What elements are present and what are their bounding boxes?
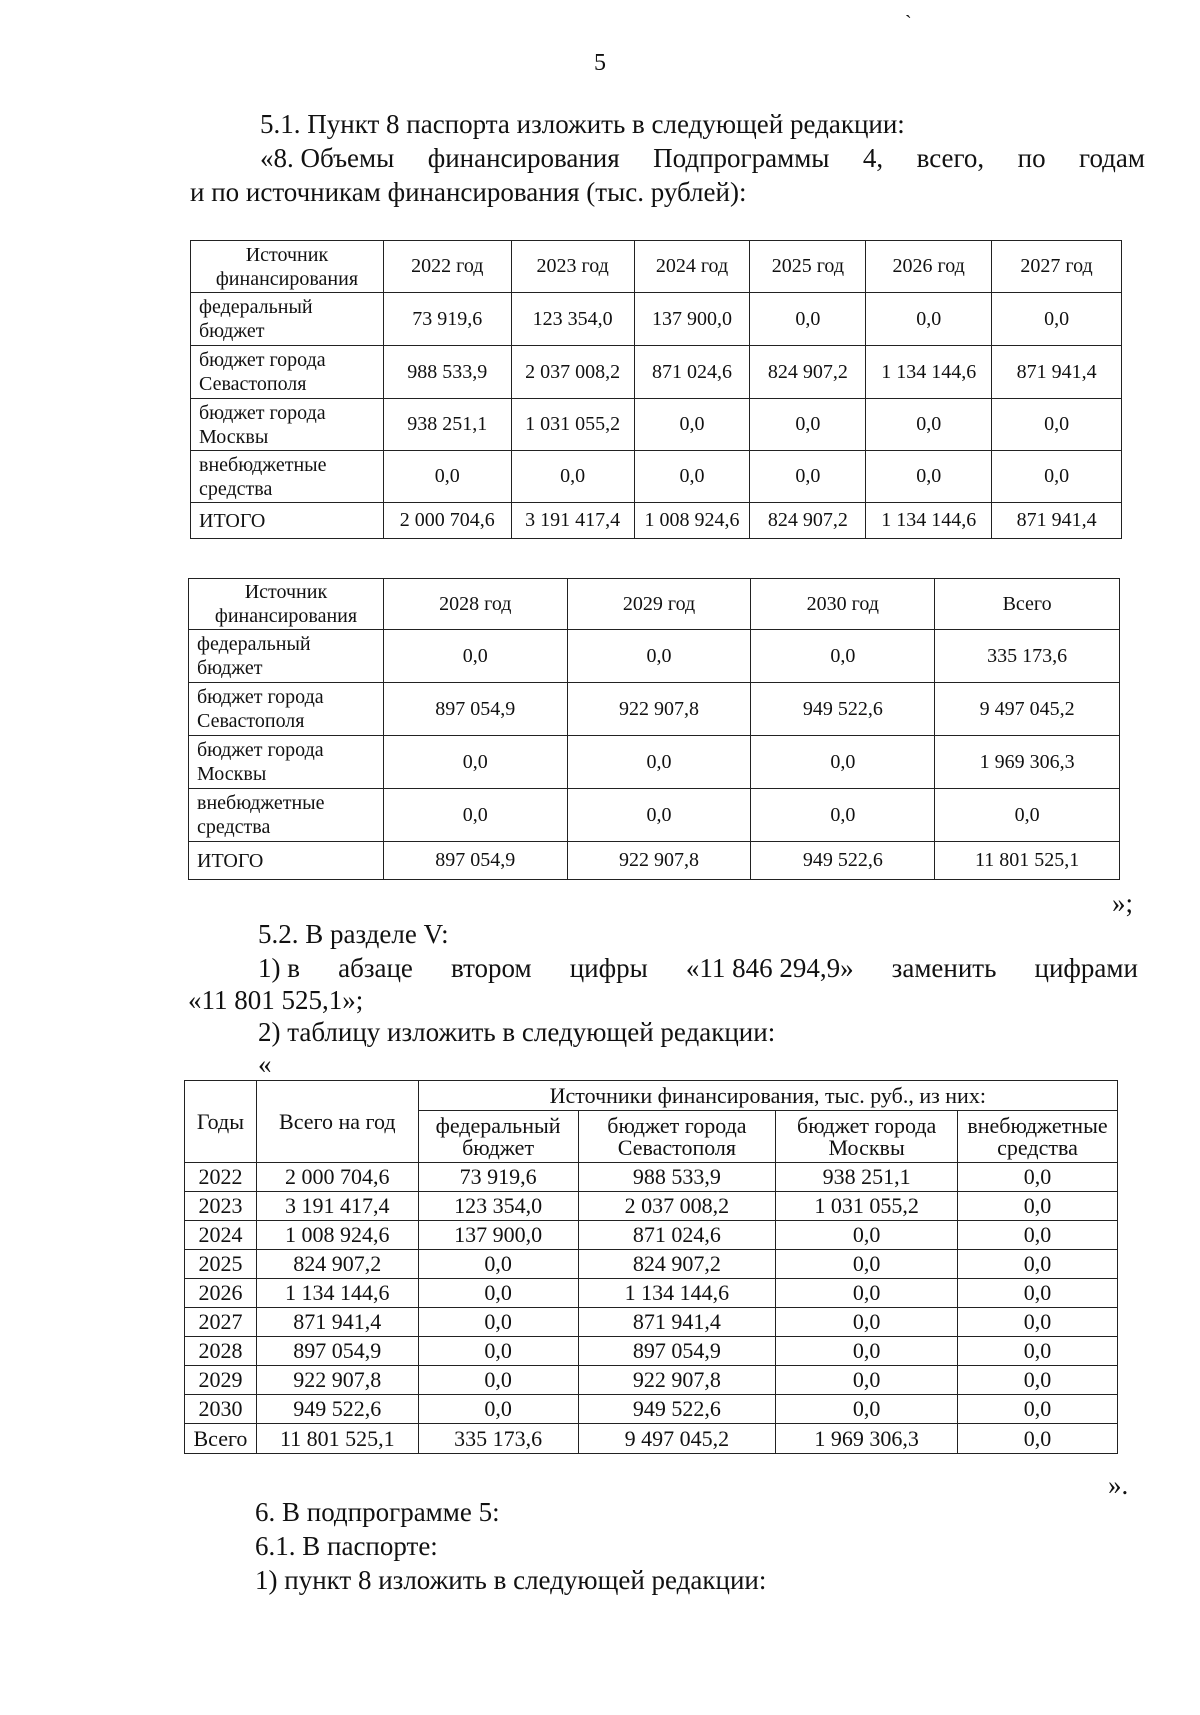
table-cell: 871 941,4: [256, 1308, 418, 1337]
table-cell: 0,0: [958, 1337, 1118, 1366]
header-source: [189, 579, 384, 630]
table-cell: 2029: [185, 1366, 257, 1395]
table-cell: 949 522,6: [751, 842, 935, 880]
table-cell: 0,0: [958, 1395, 1118, 1424]
table-cell: 1 008 924,6: [634, 503, 750, 539]
paragraph-8: [260, 142, 1145, 175]
table-cell: 0,0: [751, 789, 935, 842]
paragraph-5-2-1-word: «11 846 294,9»: [685, 953, 854, 983]
table-cell: 9 497 045,2: [578, 1424, 776, 1454]
header-line: Москвы: [828, 1134, 905, 1160]
table-cell: 988 533,9: [578, 1163, 776, 1192]
row-label-line: Москвы: [199, 425, 269, 448]
table-cell: 1 969 306,3: [776, 1424, 958, 1454]
table-row: [185, 1192, 1118, 1221]
header-year: 2029 год: [567, 579, 751, 630]
paragraph-8-word: Подпрограммы: [653, 143, 830, 173]
row-label-line: бюджет: [197, 657, 263, 679]
table-row-total: [191, 503, 1122, 539]
table-cell: 2028: [185, 1337, 257, 1366]
header-federal: [418, 1111, 578, 1163]
table-row: [189, 736, 1120, 789]
table-cell: 2026: [185, 1279, 257, 1308]
table-cell: 0,0: [776, 1366, 958, 1395]
table-cell: 0,0: [567, 789, 751, 842]
row-label-line: внебюджетные: [199, 453, 327, 476]
header-source-line: Источник: [245, 243, 329, 266]
table-cell: 0,0: [418, 1250, 578, 1279]
closing-quote: »;: [1112, 888, 1134, 918]
header-year: 2025 год: [750, 241, 866, 293]
table-cell: 2024: [185, 1221, 257, 1250]
row-label-line: бюджет города: [197, 739, 324, 761]
table-cell: 938 251,1: [383, 399, 511, 451]
table-cell: 1 134 144,6: [866, 346, 992, 399]
table-cell: 988 533,9: [383, 346, 511, 399]
table-cell: 949 522,6: [751, 683, 935, 736]
paragraph-8-word: годам: [1079, 143, 1145, 173]
table-cell: 0,0: [992, 293, 1122, 346]
header-year: 2022 год: [383, 241, 511, 293]
row-label: ИТОГО: [189, 842, 384, 880]
table-cell: 0,0: [751, 630, 935, 683]
paragraph-8-word: «8. Объемы: [260, 143, 395, 173]
header-line: бюджет города: [607, 1112, 747, 1138]
table-cell: 0,0: [383, 451, 511, 503]
table-cell: 0,0: [567, 630, 751, 683]
table-cell: 871 024,6: [578, 1221, 776, 1250]
table-row: [189, 789, 1120, 842]
table-cell: 1 134 144,6: [256, 1279, 418, 1308]
table-cell: 3 191 417,4: [511, 503, 634, 539]
table-row-total: [185, 1424, 1118, 1454]
corner-mark: ˋ: [905, 12, 912, 34]
table-cell: 0,0: [750, 293, 866, 346]
paragraph-6: 6. В подпрограмме 5:: [255, 1497, 500, 1527]
table-cell: 922 907,8: [578, 1366, 776, 1395]
paragraph-8-word: всего,: [916, 143, 985, 173]
table-cell: 871 941,4: [578, 1308, 776, 1337]
table-cell: 922 907,8: [567, 842, 751, 880]
paragraph-6-1: 6.1. В паспорте:: [255, 1531, 438, 1561]
header-moscow: [776, 1111, 958, 1163]
header-total-per-year: Всего на год: [256, 1081, 418, 1163]
header-source: [191, 241, 384, 293]
row-label-line: Севастополя: [197, 710, 305, 732]
row-label: [189, 789, 384, 842]
table-cell: 2022: [185, 1163, 257, 1192]
table-cell: 0,0: [418, 1279, 578, 1308]
header-source-line: Источник: [244, 581, 328, 603]
paragraph-8-word: по: [1017, 143, 1046, 173]
table-cell: 0,0: [992, 451, 1122, 503]
header-line: Севастополя: [617, 1134, 737, 1160]
table-cell: 0,0: [751, 736, 935, 789]
table-cell: 0,0: [418, 1395, 578, 1424]
paragraph-5-2-1-word: цифры: [569, 953, 648, 983]
row-label: [189, 683, 384, 736]
paragraph-5-2-1-word: абзаце: [338, 953, 413, 983]
header-extrabudgetary: [958, 1111, 1118, 1163]
table-cell: 0,0: [776, 1250, 958, 1279]
paragraph-5-2-1-word: цифрами: [1034, 953, 1138, 983]
paragraph-8-word: 4,: [862, 143, 884, 173]
paragraph-5-2-1: [258, 952, 1138, 985]
financing-table-2022-2027: [190, 240, 1122, 539]
table-cell: 2027: [185, 1308, 257, 1337]
table-cell: 1 969 306,3: [935, 736, 1120, 789]
row-label-line: средства: [197, 816, 271, 838]
table-cell: 0,0: [866, 399, 992, 451]
table-cell: 0,0: [750, 399, 866, 451]
table-cell: 73 919,6: [418, 1163, 578, 1192]
table-cell: 123 354,0: [511, 293, 634, 346]
table-row: [185, 1250, 1118, 1279]
table-row: [191, 399, 1122, 451]
header-sevastopol: [578, 1111, 776, 1163]
table-cell: 949 522,6: [256, 1395, 418, 1424]
row-label: ИТОГО: [191, 503, 384, 539]
table-cell: 0,0: [750, 451, 866, 503]
table-cell: 0,0: [511, 451, 634, 503]
table-cell: 1 008 924,6: [256, 1221, 418, 1250]
table-cell: 0,0: [383, 736, 567, 789]
table-cell: 922 907,8: [567, 683, 751, 736]
table-cell: 0,0: [383, 789, 567, 842]
row-label: [191, 399, 384, 451]
header-line: бюджет города: [797, 1112, 937, 1138]
paragraph-8-word: финансирования: [427, 143, 620, 173]
row-label-line: внебюджетные: [197, 792, 325, 814]
table-cell: Всего: [185, 1424, 257, 1454]
table-cell: 949 522,6: [578, 1395, 776, 1424]
header-year: 2023 год: [511, 241, 634, 293]
table-cell: 9 497 045,2: [935, 683, 1120, 736]
paragraph-5-2-1-word: втором: [451, 953, 532, 983]
table-cell: 335 173,6: [418, 1424, 578, 1454]
table-cell: 2 037 008,2: [511, 346, 634, 399]
table-row: [185, 1221, 1118, 1250]
paragraph-6-1-1: 1) пункт 8 изложить в следующей редакции:: [255, 1565, 767, 1595]
table-cell: 11 801 525,1: [256, 1424, 418, 1454]
page-number: 5: [594, 50, 606, 76]
header-line: бюджет: [462, 1134, 535, 1160]
header-source-line: финансирования: [215, 267, 359, 290]
table-cell: 824 907,2: [750, 346, 866, 399]
row-label-line: федеральный: [197, 633, 311, 655]
header-years: Годы: [185, 1081, 257, 1163]
row-label-line: бюджет города: [197, 686, 324, 708]
table-row: [191, 293, 1122, 346]
paragraph-5-2-2: 2) таблицу изложить в следующей редакции:: [258, 1017, 776, 1047]
table-cell: 0,0: [567, 736, 751, 789]
paragraph-5-2-1-word: 1) в: [258, 953, 300, 983]
table-cell: 871 024,6: [634, 346, 750, 399]
table-row: [191, 346, 1122, 399]
table-cell: 2 000 704,6: [383, 503, 511, 539]
table-cell: 0,0: [958, 1279, 1118, 1308]
row-label-line: федеральный: [199, 296, 313, 318]
table-row: [185, 1308, 1118, 1337]
table-cell: 137 900,0: [418, 1221, 578, 1250]
table-row: [189, 630, 1120, 683]
table-cell: 2 037 008,2: [578, 1192, 776, 1221]
table-cell: 0,0: [383, 630, 567, 683]
row-label-line: бюджет города: [199, 349, 326, 371]
row-label: [191, 346, 384, 399]
table-row: [185, 1366, 1118, 1395]
paragraph-5-2-1-word: заменить: [891, 953, 997, 983]
table-row: [185, 1337, 1118, 1366]
table-cell: 824 907,2: [256, 1250, 418, 1279]
paragraph-5-1: 5.1. Пункт 8 паспорта изложить в следующей редакции:: [260, 109, 905, 139]
closing-quote: ».: [1108, 1470, 1129, 1500]
table-row-total: [189, 842, 1120, 880]
table-cell: 0,0: [776, 1308, 958, 1337]
table-cell: 11 801 525,1: [935, 842, 1120, 880]
row-label-line: бюджет города: [199, 401, 326, 424]
table-cell: 922 907,8: [256, 1366, 418, 1395]
header-line: федеральный: [435, 1112, 561, 1138]
table-cell: 1 134 144,6: [866, 503, 992, 539]
header-year: 2030 год: [751, 579, 935, 630]
table-cell: 897 054,9: [256, 1337, 418, 1366]
table-cell: 123 354,0: [418, 1192, 578, 1221]
table-cell: 871 941,4: [992, 346, 1122, 399]
header-year: 2028 год: [383, 579, 567, 630]
row-label: [191, 451, 384, 503]
table-cell: 871 941,4: [992, 503, 1122, 539]
table-cell: 0,0: [958, 1308, 1118, 1337]
row-label-line: средства: [199, 477, 273, 500]
table-cell: 938 251,1: [776, 1163, 958, 1192]
table-cell: 0,0: [418, 1308, 578, 1337]
table-cell: 73 919,6: [383, 293, 511, 346]
table-cell: 2 000 704,6: [256, 1163, 418, 1192]
table-row: [185, 1163, 1118, 1192]
table-cell: 3 191 417,4: [256, 1192, 418, 1221]
paragraph-5-2: 5.2. В разделе V:: [258, 919, 449, 949]
table-cell: 0,0: [776, 1279, 958, 1308]
table-cell: 824 907,2: [750, 503, 866, 539]
paragraph-8-continuation: и по источникам финансирования (тыс. рублей):: [190, 177, 747, 207]
header-total: Всего: [935, 579, 1120, 630]
opening-quote: «: [258, 1049, 272, 1079]
table-cell: 1 134 144,6: [578, 1279, 776, 1308]
table-cell: 0,0: [958, 1192, 1118, 1221]
table-cell: 0,0: [935, 789, 1120, 842]
table-cell: 0,0: [992, 399, 1122, 451]
table-cell: 0,0: [866, 451, 992, 503]
table-cell: 0,0: [958, 1424, 1118, 1454]
table-cell: 137 900,0: [634, 293, 750, 346]
header-sources-group: Источники финансирования, тыс. руб., из них:: [418, 1081, 1117, 1111]
financing-by-year-table: [184, 1080, 1118, 1454]
header-year: 2027 год: [992, 241, 1122, 293]
table-cell: 1 031 055,2: [511, 399, 634, 451]
table-cell: 0,0: [958, 1366, 1118, 1395]
header-line: внебюджетные: [967, 1112, 1108, 1138]
table-row: [185, 1395, 1118, 1424]
row-label-line: бюджет: [199, 320, 265, 342]
row-label-line: Москвы: [197, 763, 267, 785]
table-cell: 824 907,2: [578, 1250, 776, 1279]
table-cell: 0,0: [958, 1221, 1118, 1250]
table-cell: 0,0: [418, 1366, 578, 1395]
table-cell: 0,0: [418, 1337, 578, 1366]
table-cell: 0,0: [776, 1337, 958, 1366]
header-line: средства: [997, 1134, 1078, 1160]
row-label: [189, 630, 384, 683]
header-year: 2026 год: [866, 241, 992, 293]
table-row: [189, 683, 1120, 736]
table-cell: 0,0: [776, 1221, 958, 1250]
row-label-line: Севастополя: [199, 373, 307, 395]
table-cell: 0,0: [634, 399, 750, 451]
row-label: [189, 736, 384, 789]
table-row: [191, 451, 1122, 503]
financing-table-2028-2030: [188, 578, 1120, 880]
table-cell: 0,0: [958, 1163, 1118, 1192]
table-cell: 335 173,6: [935, 630, 1120, 683]
table-row: [185, 1279, 1118, 1308]
table-cell: 2023: [185, 1192, 257, 1221]
table-cell: 0,0: [634, 451, 750, 503]
table-cell: 2025: [185, 1250, 257, 1279]
table-cell: 897 054,9: [578, 1337, 776, 1366]
table-cell: 0,0: [866, 293, 992, 346]
table-cell: 897 054,9: [383, 842, 567, 880]
table-cell: 1 031 055,2: [776, 1192, 958, 1221]
table-cell: 897 054,9: [383, 683, 567, 736]
header-year: 2024 год: [634, 241, 750, 293]
table-cell: 0,0: [776, 1395, 958, 1424]
header-source-line: финансирования: [214, 605, 358, 627]
row-label: [191, 293, 384, 346]
table-cell: 2030: [185, 1395, 257, 1424]
table-cell: 0,0: [958, 1250, 1118, 1279]
paragraph-5-2-1-continuation: «11 801 525,1»;: [188, 985, 364, 1015]
